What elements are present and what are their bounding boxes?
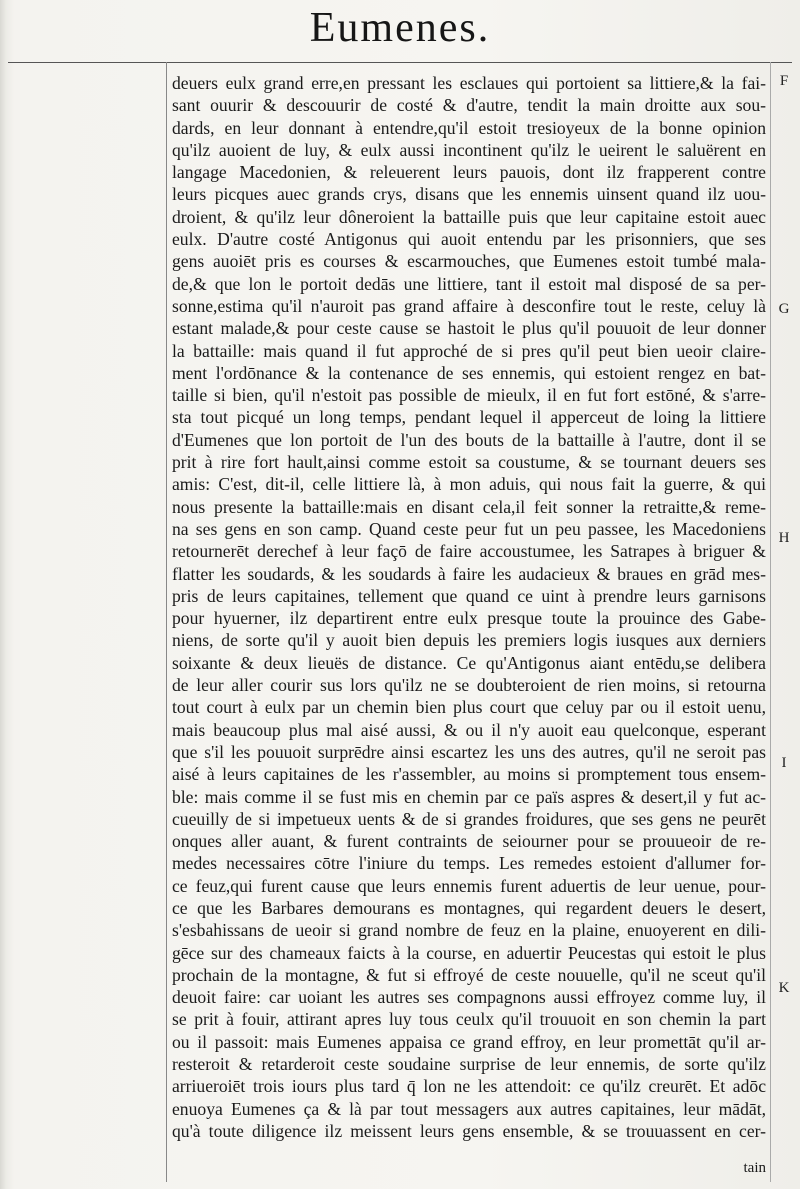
text-line: ou il passoit: mais Eumenes appaisa ce grand effroy, en leur promettāt qu'il ar- — [172, 1031, 766, 1052]
text-line: deuoit faire: car uoiant les autres ses compagnons aussi effroyez comme luy, il — [172, 987, 766, 1008]
text-line: niens, de sorte qu'il y auoit bien depuis les premiers logis iusques aux derniers — [172, 630, 766, 651]
text-line: flatter les soudards, & les soudards à faire les audacieux & braues en grād mes- — [172, 563, 766, 584]
text-line: taille si bien, qu'il n'estoit pas possible de mieulx, il en fut fort estōné, & s'arre- — [172, 385, 766, 406]
right-margin-rule — [770, 62, 771, 1182]
margin-letter-k: K — [778, 980, 790, 996]
text-line: gens auoiēt pris es courses & escarmouches, que Eumenes estoit tumbé mala- — [172, 251, 766, 272]
text-line: gēce sur des chameaux faicts à la course, en aduertir Peucestas qui estoit le plus — [172, 942, 766, 963]
text-line: se prit à fouir, attirant apres luy tous ceulx qu'il trouuoit en son chemin la part — [172, 1009, 766, 1030]
text-line: prochain de la montagne, & fut si effroyé de ceste nouuelle, qu'il ne sceut qu'il — [172, 964, 766, 985]
text-line: prit à rire fort hault,ainsi comme estoit sa coustume, & se tournant deuers ses — [172, 452, 766, 473]
text-line: onques aller auant, & furent contraints de seiourner pour se prouueoir de re- — [172, 831, 766, 852]
margin-letter-g: G — [778, 301, 790, 317]
header-rule — [8, 62, 792, 63]
text-line: leurs picques auec grands crys, disans que les ennemis uinsent quand ilz uou- — [172, 184, 766, 205]
text-line: ce que les Barbares demourans es montagnes, qui regardent deuers le desert, — [172, 897, 766, 918]
text-line: nous presente la battaille:mais en disant cela,il feit sonner la retraitte,& reme- — [172, 496, 766, 517]
text-line: ment l'ordōnance & la contenance de ses ennemis, qui estoient rengez en bat- — [172, 362, 766, 383]
left-margin-rule — [166, 62, 167, 1182]
text-line: sta tout picqué un long temps, pendant lequel il apperceut de loing la littiere — [172, 407, 766, 428]
text-line: langage Macedonien, & releuerent leurs pauois, dont ilz frapperent contre — [172, 162, 766, 183]
text-line: estant malade,& pour ceste cause se hastoit le plus qu'il pouuoit de leur donner — [172, 318, 766, 339]
text-line: pour hyuerner, ilz departirent entre eulx presque toute la prouince des Gabe- — [172, 608, 766, 629]
text-line: eulx. D'autre costé Antigonus qui auoit entendu par les prisonniers, que ses — [172, 229, 766, 250]
text-line: de leur aller courir sus lors qu'ilz ne se doubteroient de rien moins, si retourna — [172, 675, 766, 696]
text-line: retournerēt derechef à leur façō de faire accoustumee, les Satrapes à briguer & — [172, 541, 766, 562]
text-line: aisé à leurs capitaines de les r'assembler, au moins si promptement tous ensem- — [172, 764, 766, 785]
text-line: mais beaucoup plus mal aisé aussi, & ou il n'y auoit eau quelconque, esperant — [172, 719, 766, 740]
text-line: ble: mais comme il se fust mis en chemin par ce païs aspres & desert,il y fut ac- — [172, 786, 766, 807]
margin-letter-f: F — [779, 73, 789, 89]
text-line: qu'ilz auoient de luy, & eulx aussi incontinent qu'ilz le ueirent le saluërent en — [172, 139, 766, 160]
text-line: que s'il les pouuoit surprēdre ainsi escartez les uns des autres, qu'il ne seroit pas — [172, 741, 766, 762]
text-line: resteroit & retarderoit ceste soudaine surprise de leur ennemis, de sorte qu'ilz — [172, 1054, 766, 1075]
text-line: qu'à toute diligence ilz meissent leurs gens ensemble, & se trouuassent en cer- — [172, 1120, 766, 1141]
text-line: de,& que lon le portoit dedās une littiere, tant il estoit mal disposé de sa per- — [172, 273, 766, 294]
margin-letter-h: H — [778, 530, 790, 546]
body-text — [172, 72, 766, 1142]
running-head: Eumenes. — [309, 5, 491, 51]
text-line: dards, en leur donnant à entendre,qu'il estoit tresioyeux de la bonne opinion — [172, 117, 766, 138]
text-line: arriueroiēt trois iours plus tard q̄ lon ne les attendoit: ce qu'ilz creurēt. Et adōc — [172, 1076, 766, 1097]
text-line: sonne,estima qu'il n'auroit pas grand affaire à desconfire tout le reste, celuy là — [172, 295, 766, 316]
text-line: soixante & deux lieuës de distance. Ce qu'Antigonus aiant entēdu,se delibera — [172, 652, 766, 673]
text-line: cueuilly de si impetueux uents & de si grandes froidures, que ses gens ne peurēt — [172, 808, 766, 829]
catchword: tain — [743, 1160, 766, 1176]
text-line: sant ouurir & descouurir de costé & d'autre, tendit la main droitte aux sou- — [172, 95, 766, 116]
text-line: na ses gens en son camp. Quand ceste peur fut un peu passee, les Macedoniens — [172, 518, 766, 539]
text-line: la battaille: mais quand il fut approché de si pres qu'il peut bien ueoir claire- — [172, 340, 766, 361]
text-line: droient, & qu'ilz leur dôneroient la battaille puis que leur capitaine estoit auec — [172, 206, 766, 227]
text-line: d'Eumenes que lon portoit de l'un des bouts de la battaille à l'autre, dont il se — [172, 429, 766, 450]
text-line: ce feuz,qui furent cause que leurs ennemis furent aduertis de leur uenue, pour- — [172, 875, 766, 896]
text-line: pris de leurs capitaines, tellement que quand ce uint à prendre leurs garnisons — [172, 585, 766, 606]
text-line: deuers eulx grand erre,en pressant les esclaues qui portoient sa littiere,& la fai- — [172, 73, 766, 93]
text-line: amis: C'est, dit-il, celle littiere là, à mon aduis, qui nous fait la guerre, & qui — [172, 474, 766, 495]
text-line: tout court à eulx par un chemin bien plus court que celuy par ou il estoit uenu, — [172, 697, 766, 718]
text-line: s'esbahissans de ueoir si grand nombre de feuz en la plaine, enuoyerent en dili- — [172, 920, 766, 941]
margin-letter-i: I — [781, 755, 787, 771]
text-line: medes necessaires cōtre l'iniure du temps. Les remedes estoient d'allumer for- — [172, 853, 766, 874]
text-line: enuoya Eumenes ça & là par tout messagers aux autres capitaines, leur mādāt, — [172, 1098, 766, 1119]
